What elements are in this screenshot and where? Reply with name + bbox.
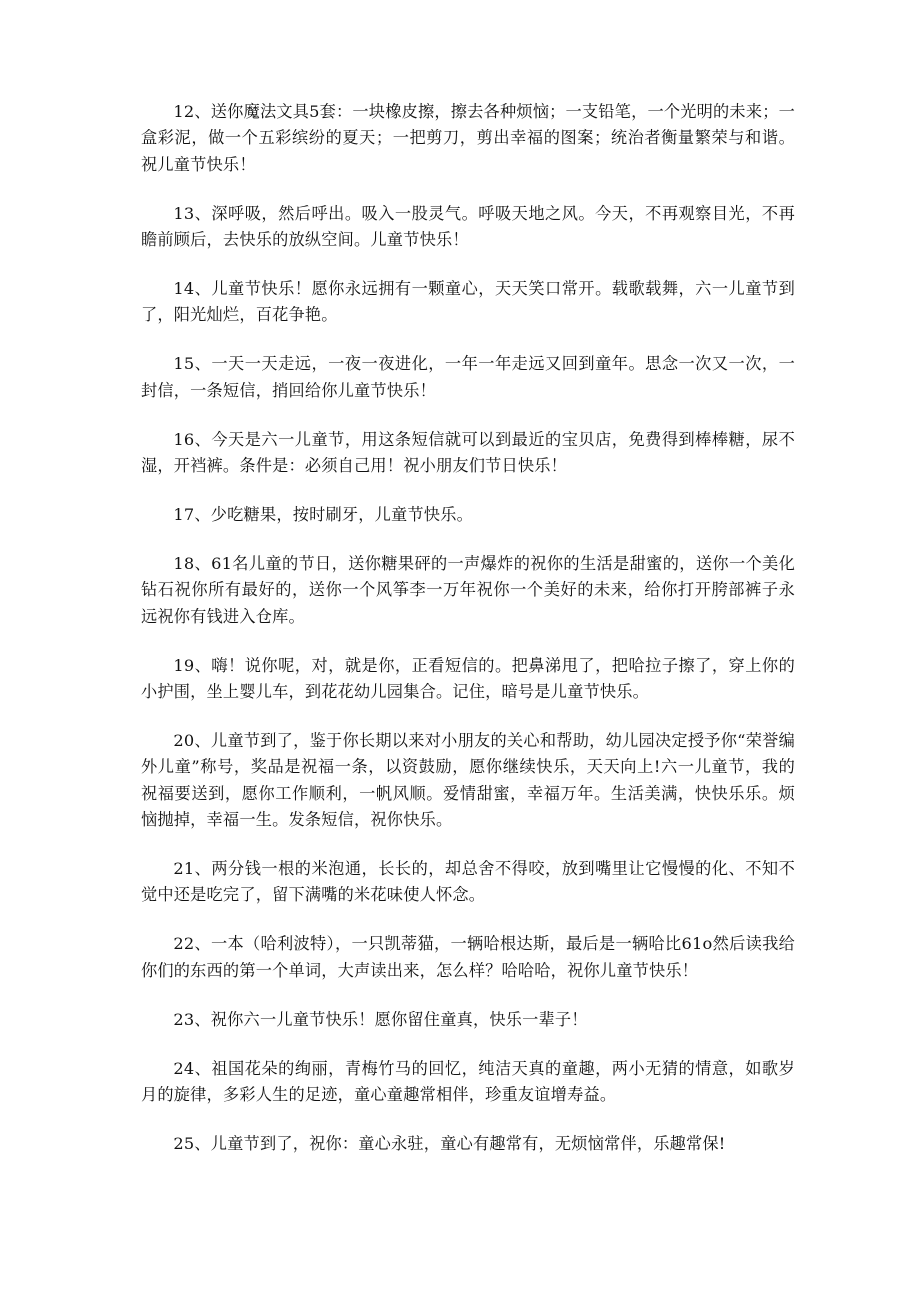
paragraph-12: 12、送你魔法文具5套：一块橡皮擦，擦去各种烦恼；一支铅笔，一个光明的未来；一盒彩泥，做一个五彩缤纷的夏天；一把剪刀，剪出幸福的图案；统治者衡量繁荣与和谐。祝儿童节快乐！ xyxy=(141,102,795,174)
paragraph-25: 25、儿童节到了，祝你：童心永驻，童心有趣常有，无烦恼常伴，乐趣常保! xyxy=(173,1133,726,1153)
document-page xyxy=(141,99,795,1180)
paragraph-14: 14、儿童节快乐！愿你永远拥有一颗童心，天天笑口常开。载歌载舞，六一儿童节到了，阳光灿烂，百花争艳。 xyxy=(141,279,795,325)
paragraph-16: 16、今天是六一儿童节，用这条短信就可以到最近的宝贝店，免费得到棒棒糖，尿不湿，开裆裤。条件是：必须自己用！祝小朋友们节日快乐！ xyxy=(141,429,795,476)
paragraph-17: 17、少吃糖果，按时刷牙，儿童节快乐。 xyxy=(173,504,473,524)
paragraph-20: 20、儿童节到了，鉴于你长期以来对小朋友的关心和帮助，幼儿园决定授予你“荣誉编外儿童”称号，奖品是祝福一条，以资鼓励，愿你继续快乐，天天向上!六一儿童节，我的祝福要送到，愿你工作顺利，一帆风顺。爱情甜蜜，幸福万年。生活美满，快快乐乐。烦恼抛掉，幸福一生。发条短信，祝你快乐。 xyxy=(141,730,795,830)
paragraph-24: 24、祖国花朵的绚丽，青梅竹马的回忆，纯洁天真的童趣，两小无猜的情意，如歌岁月的旋律，多彩人生的足迹，童心童趣常相伴，珍重友谊增寿益。 xyxy=(141,1058,795,1104)
paragraph-13: 13、深呼吸，然后呼出。吸入一股灵气。呼吸天地之风。今天，不再观察目光，不再瞻前顾后，去快乐的放纵空间。儿童节快乐！ xyxy=(141,203,795,250)
paragraph-23: 23、祝你六一儿童节快乐！愿你留住童真，快乐一辈子！ xyxy=(173,1009,588,1029)
paragraph-18: 18、61名儿童的节日，送你糖果砰的一声爆炸的祝你的生活是甜蜜的，送你一个美化钻石祝你所有最好的，送你一个风筝李一万年祝你一个美好的未来，给你打开胯部裤子永远祝你有钱进入仓库。 xyxy=(141,553,795,626)
paragraph-21: 21、两分钱一根的米泡通，长长的，却总舍不得咬，放到嘴里让它慢慢的化、不知不觉中还是吃完了，留下满嘴的米花味使人怀念。 xyxy=(141,859,795,905)
paragraph-19: 19、嗨！说你呢，对，就是你，正看短信的。把鼻涕甩了，把哈拉子擦了，穿上你的小护围，坐上婴儿车，到花花幼儿园集合。记住，暗号是儿童节快乐。 xyxy=(141,655,795,701)
paragraph-15: 15、一天一天走远，一夜一夜进化，一年一年走远又回到童年。思念一次又一次，一封信，一条短信，捎回给你儿童节快乐！ xyxy=(141,354,795,400)
paragraph-22: 22、一本（哈利波特），一只凯蒂猫，一辆哈根达斯，最后是一辆哈比61o然后读我给你们的东西的第一个单词，大声读出来，怎么样？哈哈哈，祝你儿童节快乐！ xyxy=(141,934,795,980)
